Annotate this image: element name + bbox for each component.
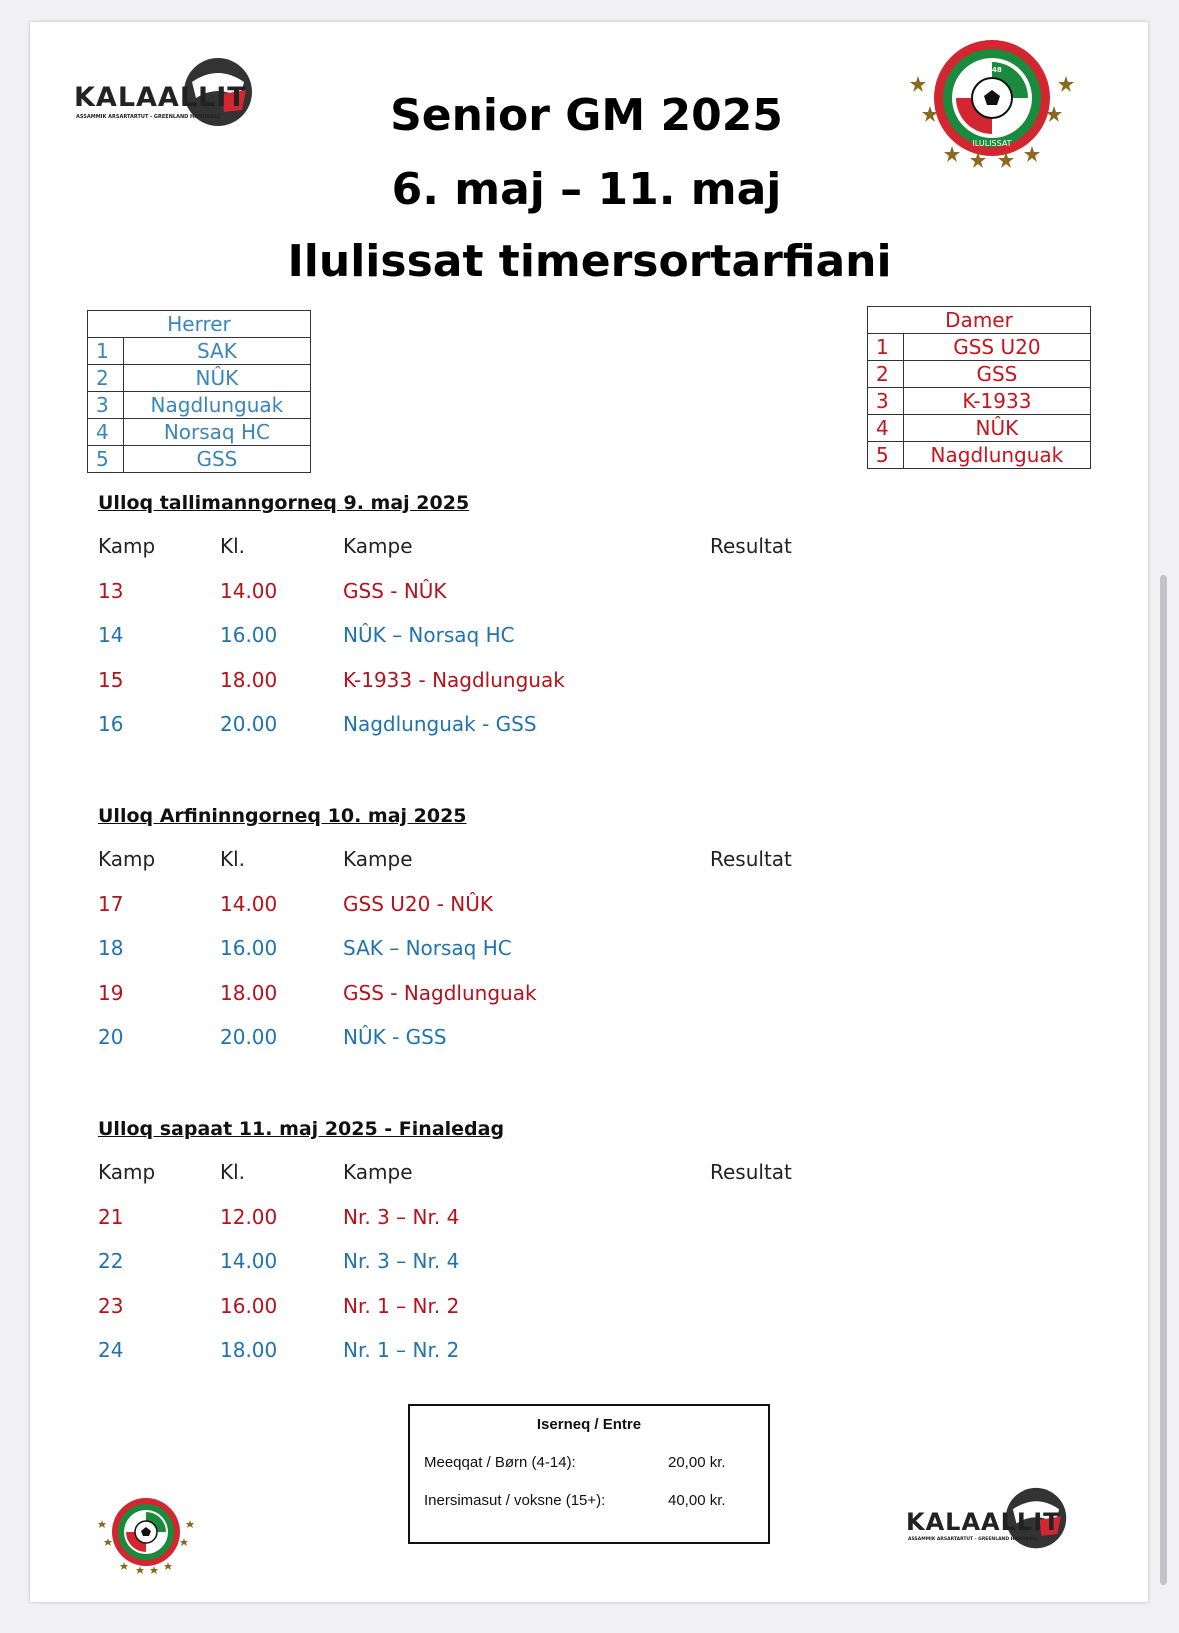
col-kl: Kl. xyxy=(220,534,246,558)
nagdlunguak-crest-bottom xyxy=(98,1494,194,1574)
vertical-scrollbar[interactable] xyxy=(1160,575,1167,1585)
damer-header: Damer xyxy=(868,307,1091,334)
match-time: 18.00 xyxy=(220,980,278,1005)
herrer-team: GSS xyxy=(123,446,310,473)
kalaallit-subtitle: ASSAMMIK ARSARTARTUT - GREENLAND HANDBALL xyxy=(908,1537,1039,1542)
herrer-header: Herrer xyxy=(88,311,311,338)
entry-label-adults: Inersimasut / voksne (15+): xyxy=(424,1492,606,1509)
column-header-row xyxy=(98,1160,998,1205)
match-teams: K-1933 - Nagdlunguak xyxy=(343,667,565,692)
date-range: 6. maj – 11. maj xyxy=(391,164,782,215)
match-teams: Nr. 3 – Nr. 4 xyxy=(343,1249,460,1273)
herrer-team: Nagdlunguak xyxy=(123,392,310,419)
match-row xyxy=(98,579,998,624)
match-row xyxy=(98,1025,998,1070)
day-section-1 xyxy=(98,492,998,757)
match-teams: Nr. 1 – Nr. 2 xyxy=(343,1293,460,1318)
match-number: 18 xyxy=(98,936,124,960)
herrer-num: 5 xyxy=(88,446,124,473)
damer-team: GSS U20 xyxy=(903,334,1090,361)
match-number: 16 xyxy=(98,712,124,736)
damer-team: NÛK xyxy=(903,415,1090,442)
damer-num: 1 xyxy=(868,334,904,361)
kalaallit-logo-bottom xyxy=(906,1482,1070,1558)
damer-team: Nagdlunguak xyxy=(903,442,1090,469)
crest-city: ILULISSAT xyxy=(972,139,1012,148)
match-time: 18.00 xyxy=(220,1338,278,1362)
entry-price-adults: 40,00 kr. xyxy=(668,1492,726,1509)
match-number: 24 xyxy=(98,1338,124,1362)
kalaallit-wordmark: KALAALLIT xyxy=(74,82,247,113)
damer-table xyxy=(867,306,1091,469)
match-time: 20.00 xyxy=(220,712,278,736)
herrer-num: 1 xyxy=(88,338,124,365)
col-kampe: Kampe xyxy=(343,847,413,871)
col-kamp: Kamp xyxy=(98,534,156,558)
day-section-3 xyxy=(98,1118,998,1383)
venue-title: Ilulissat timersortarfiani xyxy=(287,236,892,287)
match-row xyxy=(98,1249,998,1294)
day-title: Ulloq Arfininngorneq 10. maj 2025 xyxy=(98,805,467,827)
col-kampe: Kampe xyxy=(343,534,413,558)
day-section-2 xyxy=(98,805,998,1070)
entry-price-box xyxy=(408,1404,770,1544)
match-time: 16.00 xyxy=(220,936,278,960)
match-number: 19 xyxy=(98,980,124,1005)
herrer-num: 3 xyxy=(88,392,124,419)
herrer-num: 4 xyxy=(88,419,124,446)
col-resultat: Resultat xyxy=(710,847,792,871)
match-teams: GSS U20 - NÛK xyxy=(343,891,493,916)
day-title: Ulloq tallimanngorneq 9. maj 2025 xyxy=(98,492,470,514)
column-header-row xyxy=(98,534,998,579)
match-number: 14 xyxy=(98,623,124,647)
match-number: 17 xyxy=(98,891,124,916)
match-row xyxy=(98,1205,998,1250)
match-teams: Nr. 3 – Nr. 4 xyxy=(343,1204,460,1229)
match-time: 12.00 xyxy=(220,1204,278,1229)
damer-num: 4 xyxy=(868,415,904,442)
damer-team: K-1933 xyxy=(903,388,1090,415)
match-row xyxy=(98,1294,998,1339)
match-row xyxy=(98,936,998,981)
match-teams: SAK – Norsaq HC xyxy=(343,936,512,960)
match-teams: GSS - NÛK xyxy=(343,578,447,603)
match-row xyxy=(98,981,998,1026)
match-number: 13 xyxy=(98,578,124,603)
match-number: 15 xyxy=(98,667,124,692)
col-resultat: Resultat xyxy=(710,1160,792,1184)
crest-year: 1948 xyxy=(982,66,1002,74)
match-teams: GSS - Nagdlunguak xyxy=(343,980,537,1005)
herrer-num: 2 xyxy=(88,365,124,392)
match-number: 22 xyxy=(98,1249,124,1273)
match-time: 14.00 xyxy=(220,578,278,603)
match-row xyxy=(98,712,998,757)
match-time: 16.00 xyxy=(220,1293,278,1318)
damer-num: 2 xyxy=(868,361,904,388)
herrer-table xyxy=(87,310,311,473)
match-row xyxy=(98,623,998,668)
match-teams: Nagdlunguak - GSS xyxy=(343,712,537,736)
herrer-team: Norsaq HC xyxy=(123,419,310,446)
match-row xyxy=(98,1338,998,1383)
match-number: 20 xyxy=(98,1025,124,1049)
col-kampe: Kampe xyxy=(343,1160,413,1184)
damer-num: 5 xyxy=(868,442,904,469)
match-time: 14.00 xyxy=(220,1249,278,1273)
page-title: Senior GM 2025 xyxy=(390,90,783,141)
herrer-team: SAK xyxy=(123,338,310,365)
kalaallit-subtitle: ASSAMMIK ARSARTARTUT - GREENLAND HANDBALL xyxy=(76,114,221,120)
damer-team: GSS xyxy=(903,361,1090,388)
match-row xyxy=(98,668,998,713)
col-kl: Kl. xyxy=(220,1160,246,1184)
col-kamp: Kamp xyxy=(98,847,156,871)
match-teams: NÛK - GSS xyxy=(343,1025,447,1049)
match-time: 14.00 xyxy=(220,891,278,916)
match-time: 16.00 xyxy=(220,623,278,647)
entry-title: Iserneq / Entre xyxy=(536,1416,642,1433)
damer-num: 3 xyxy=(868,388,904,415)
column-header-row xyxy=(98,847,998,892)
entry-price-children: 20,00 kr. xyxy=(668,1454,726,1471)
match-row xyxy=(98,892,998,937)
col-kamp: Kamp xyxy=(98,1160,156,1184)
match-time: 20.00 xyxy=(220,1025,278,1049)
match-teams: NÛK – Norsaq HC xyxy=(343,623,515,647)
match-teams: Nr. 1 – Nr. 2 xyxy=(343,1338,460,1362)
entry-label-children: Meeqqat / Børn (4-14): xyxy=(424,1454,576,1471)
match-number: 21 xyxy=(98,1204,124,1229)
herrer-team: NÛK xyxy=(123,365,310,392)
kalaallit-wordmark: KALAALLIT xyxy=(906,1508,1061,1536)
match-number: 23 xyxy=(98,1293,124,1318)
col-resultat: Resultat xyxy=(710,534,792,558)
day-title: Ulloq sapaat 11. maj 2025 - Finaledag xyxy=(98,1118,505,1140)
col-kl: Kl. xyxy=(220,847,246,871)
match-time: 18.00 xyxy=(220,667,278,692)
